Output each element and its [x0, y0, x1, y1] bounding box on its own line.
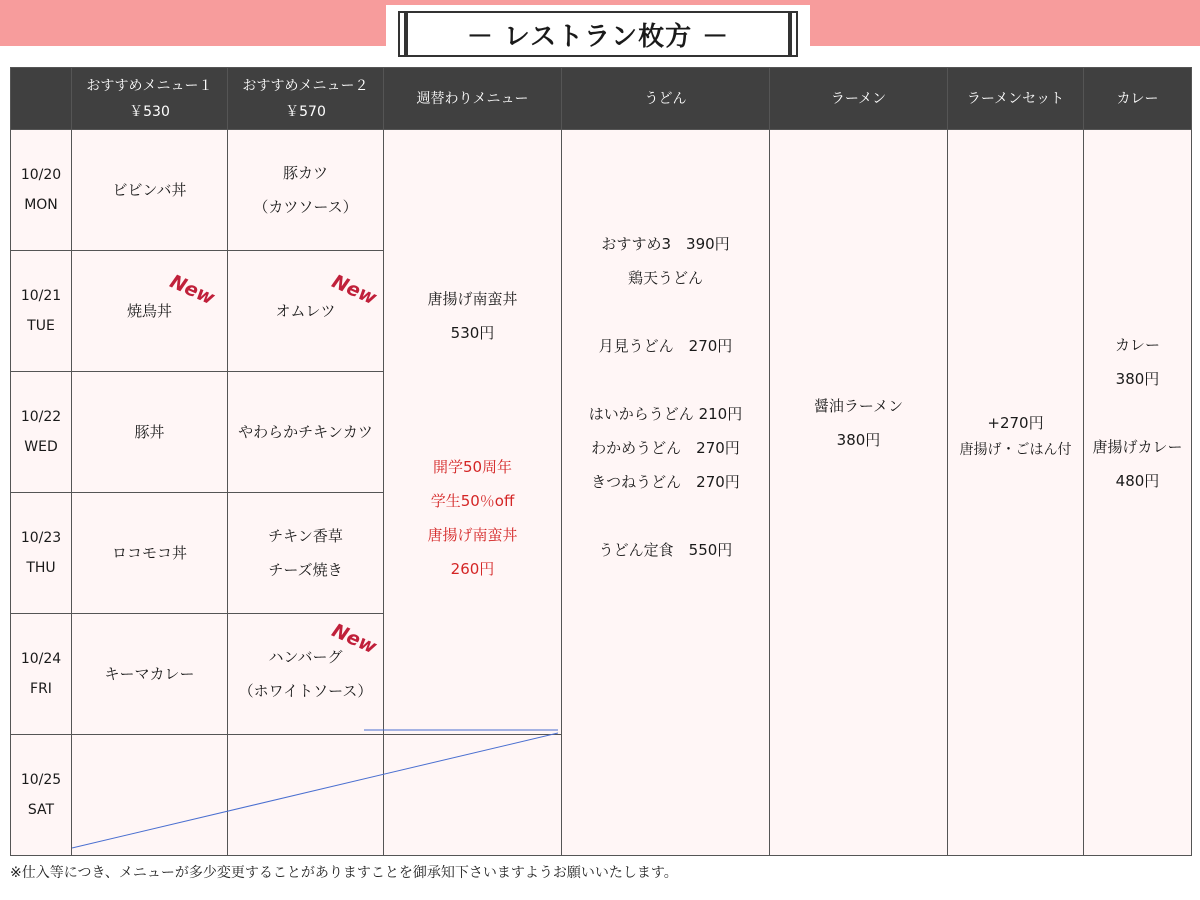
weekday-label: THU: [26, 560, 56, 576]
ramen-price: 380円: [836, 430, 881, 449]
new-badge: New: [328, 270, 380, 310]
weekday-label: SAT: [27, 802, 55, 818]
header-date: [11, 68, 72, 130]
recommend-2-cell: [228, 493, 384, 614]
curry-cell: [1084, 130, 1192, 856]
recommend-1-cell: [72, 251, 228, 372]
new-badge: New: [166, 270, 218, 310]
curry-price: 480円: [1115, 471, 1160, 490]
udon-item: 鶏天うどん: [627, 268, 703, 287]
weekday-label: MON: [24, 197, 58, 213]
recommend-2-cell: [228, 614, 384, 735]
date-cell: [11, 735, 72, 856]
udon-item: おすすめ3 390円: [601, 234, 730, 253]
header-recommend-2-price: ￥570: [285, 103, 326, 120]
page-title: － レストラン枚方 －: [398, 11, 798, 57]
date-cell: [11, 130, 72, 251]
udon-cell: [562, 130, 770, 856]
curry-item: カレー: [1114, 335, 1160, 354]
promo-line: 開学50周年: [432, 458, 513, 476]
header-recommend-2: [228, 68, 384, 130]
recommend-2-cell: [228, 251, 384, 372]
dish-name: オムレツ: [275, 302, 336, 320]
empty-cell: [72, 735, 228, 856]
header-recommend-1-label: おすすめメニュー１: [86, 77, 213, 94]
header-weekly: 週替わりメニュー: [384, 68, 562, 130]
dish-name-2: チーズ焼き: [268, 561, 343, 579]
dish-name: チキン香草: [268, 527, 343, 545]
empty-cell: [228, 735, 384, 856]
curry-price: 380円: [1115, 369, 1160, 388]
weekly-price: 530円: [450, 324, 495, 342]
dish-name: ハンバーグ: [268, 648, 343, 666]
date-label: 10/23: [20, 530, 62, 546]
dish-note: （ホワイトソース）: [238, 682, 373, 700]
date-label: 10/20: [20, 167, 62, 183]
udon-item: うどん定食 550円: [598, 540, 733, 559]
date-cell: [11, 493, 72, 614]
header-row: [11, 68, 1192, 130]
header-recommend-2-label: おすすめメニュー２: [242, 77, 369, 94]
header-udon: うどん: [562, 68, 770, 130]
menu-table: [10, 67, 1192, 856]
recommend-1-cell: ロコモコ丼: [72, 493, 228, 614]
ramen-set-cell: [948, 130, 1084, 856]
weekday-label: FRI: [30, 681, 52, 697]
date-cell: [11, 614, 72, 735]
header-recommend-1: [72, 68, 228, 130]
promo-line: 学生50％off: [430, 492, 515, 510]
dish-name: 豚カツ: [282, 164, 328, 182]
footnote: ※仕入等につき、メニューが多少変更することがありますことを御承知下さいますようお願いいたします。: [10, 865, 678, 881]
udon-item: 月見うどん 270円: [598, 336, 733, 355]
udon-item: はいからうどん 210円: [588, 404, 743, 423]
ramen-set-note: 唐揚げ・ごはん付: [959, 441, 1072, 458]
promo-price: 260円: [450, 560, 495, 578]
header-ramen-set: ラーメンセット: [948, 68, 1084, 130]
date-cell: [11, 372, 72, 493]
date-label: 10/22: [20, 409, 62, 425]
title-box: [386, 5, 810, 61]
weekday-label: TUE: [27, 318, 55, 334]
empty-cell: [384, 735, 562, 856]
day-row-mon: [11, 130, 1192, 251]
recommend-1-cell: キーマカレー: [72, 614, 228, 735]
weekday-label: WED: [24, 439, 58, 455]
date-label: 10/25: [20, 772, 62, 788]
header-ramen: ラーメン: [770, 68, 948, 130]
dish-note: （カツソース）: [253, 198, 358, 216]
dish-name: 焼鳥丼: [126, 302, 172, 320]
ramen-set-price: +270円: [987, 413, 1044, 432]
curry-item: 唐揚げカレー: [1092, 437, 1183, 456]
udon-item: きつねうどん 270円: [591, 472, 740, 491]
date-label: 10/24: [20, 651, 62, 667]
date-cell: [11, 251, 72, 372]
weekly-dish: 唐揚げ南蛮丼: [427, 290, 518, 308]
udon-item: わかめうどん 270円: [591, 438, 740, 457]
promo-line: 唐揚げ南蛮丼: [427, 526, 518, 544]
ramen-cell: [770, 130, 948, 856]
recommend-2-cell: [228, 130, 384, 251]
date-label: 10/21: [20, 288, 62, 304]
weekly-cell: [384, 130, 562, 735]
header-recommend-1-price: ￥530: [129, 103, 170, 120]
ramen-dish: 醤油ラーメン: [813, 396, 904, 415]
header-curry: カレー: [1084, 68, 1192, 130]
recommend-1-cell: ビビンバ丼: [72, 130, 228, 251]
new-badge: New: [328, 619, 380, 659]
recommend-2-cell: やわらかチキンカツ: [228, 372, 384, 493]
recommend-1-cell: 豚丼: [72, 372, 228, 493]
